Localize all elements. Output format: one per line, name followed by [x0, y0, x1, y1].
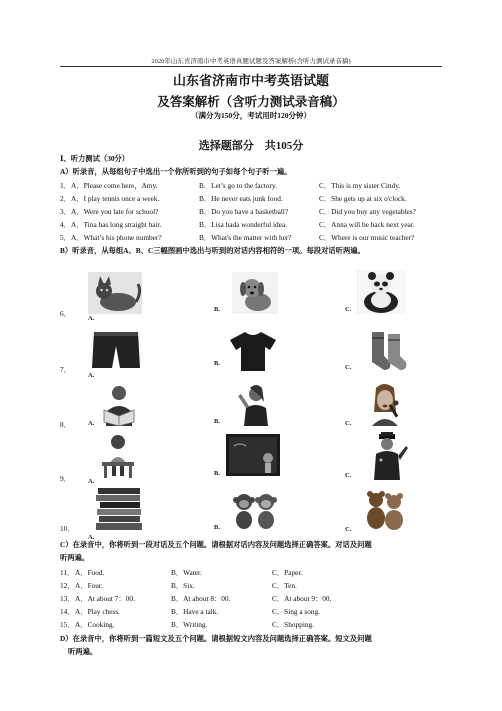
option-b: B．What's the matter with her?: [199, 233, 292, 242]
option-label: A.: [88, 315, 95, 322]
part1-heading: Ⅰ、听力测试（30分）: [60, 154, 130, 163]
question-number: 5．: [60, 233, 71, 242]
running-header: 2020年山东省济南市中考英语真题试题及答案解析(含听力测试录音稿): [151, 58, 351, 65]
option-b: B．Writing.: [171, 620, 208, 629]
woman-reading-picture: [96, 382, 142, 426]
panda-picture: [356, 270, 406, 314]
option-b: B．Let’s go to the factory.: [199, 181, 277, 190]
teddy-bears-picture: [360, 486, 410, 532]
option-a: A．Food.: [75, 568, 105, 577]
option-label: C.: [345, 306, 352, 313]
option-a: A．Cooking.: [75, 620, 115, 629]
question-number: 11．: [60, 568, 75, 577]
option-c: C．Sing a song.: [272, 607, 321, 616]
partC-instruction: C）在录音中，你将听到一段对话及五个问题。请根据对话内容及问题选择正确答案。对话及问题: [60, 540, 372, 549]
question-number: 9．: [60, 474, 71, 483]
option-a: A．What’s his phone number?: [71, 233, 162, 242]
option-label: C.: [345, 472, 352, 479]
shorts-picture: [90, 330, 142, 370]
question-number: 7．: [60, 365, 71, 374]
question-number: 10．: [60, 524, 75, 533]
option-label: B.: [214, 418, 220, 425]
option-a: A．Four.: [75, 581, 103, 590]
option-b: B．Do you have a basketball?: [199, 207, 289, 216]
woman-waving-picture: [232, 382, 274, 426]
option-a: A．At about 7：00.: [75, 594, 135, 603]
option-c: C．Shopping.: [272, 620, 314, 629]
question-number: 12．: [60, 581, 75, 590]
question-number: 13．: [60, 594, 75, 603]
question-number: 6．: [60, 309, 71, 318]
option-c: C．Ten.: [272, 581, 297, 590]
socks-picture: [366, 330, 412, 372]
partC-instruction-continued: 听两遍。: [60, 553, 90, 562]
dog-picture: [232, 272, 278, 314]
cat-picture: [88, 272, 142, 314]
question-number: 2．: [60, 194, 71, 203]
partA-instruction: A）听录音，从每组句子中选出一个你所听到的句子如每个句子听一遍。: [60, 167, 292, 176]
option-label: B.: [214, 306, 220, 313]
woman-singing-picture: [362, 382, 408, 426]
girl-sitting-picture: [98, 432, 138, 478]
question-number: 14．: [60, 607, 75, 616]
option-a: A．Play chess.: [75, 607, 120, 616]
option-c: C．This is my sister Cindy.: [319, 181, 401, 190]
question-number: 8．: [60, 420, 71, 429]
partD-instruction-continued: 听两遍。: [68, 647, 98, 656]
option-b: B．At about 8：00.: [171, 594, 231, 603]
option-a: A．Please come here，Amy.: [71, 181, 158, 190]
option-c: C．Anna will be back next year.: [319, 220, 415, 229]
question-number: 4．: [60, 220, 71, 229]
question-number: 1．: [60, 181, 71, 190]
option-label: A.: [88, 534, 95, 541]
option-label: A.: [88, 420, 95, 427]
option-b: B．Six.: [171, 581, 195, 590]
option-a: A．I play tennis once a week.: [71, 194, 160, 203]
option-label: C.: [345, 364, 352, 371]
option-label: A.: [88, 372, 95, 379]
option-b: B．Have a talk.: [171, 607, 219, 616]
document-subtitle: 及答案解析（含听力测试录音稿）: [157, 95, 345, 109]
option-a: A．Tina has long straight hair.: [71, 220, 162, 229]
option-c: C．Where is our music teacher?: [319, 233, 415, 242]
question-number: 15．: [60, 620, 75, 629]
partD-instruction: D）在录音中，你将听到一篇短文及五个问题。请根据短文内容及问题选择正确答案。短文及问题: [60, 634, 372, 643]
police-officer-picture: [366, 432, 408, 480]
tshirt-picture: [228, 330, 278, 372]
option-b: B．Lisa hada wonderful idea.: [199, 220, 287, 229]
option-a: A．Were you late for school?: [71, 207, 159, 216]
books-picture: [94, 486, 144, 532]
header-rule: [60, 66, 442, 67]
option-label: C.: [345, 420, 352, 427]
section-title: 选择题部分 共105分: [198, 140, 304, 152]
option-label: B.: [214, 360, 220, 367]
monkeys-picture: [230, 488, 280, 530]
option-label: C.: [345, 526, 352, 533]
document-title: 山东省济南市中考英语试题: [172, 73, 329, 88]
partB-instruction: B）听录音，从每组A、B、C三幅图画中选出与听到的对话内容相符的一项。每段对话听两遍。: [60, 246, 365, 255]
option-b: B．Water.: [171, 568, 202, 577]
exam-note: （满分为150分，考试用时120分钟）: [191, 111, 311, 120]
option-c: C．Paper.: [272, 568, 303, 577]
question-number: 3．: [60, 207, 71, 216]
option-c: C．She gets up at six o'clock.: [319, 194, 407, 203]
option-label: B.: [214, 524, 220, 531]
option-c: C．Did you buy any vegetables?: [319, 207, 416, 216]
option-label: B.: [214, 470, 220, 477]
option-b: B．He never eats junk food.: [199, 194, 283, 203]
option-label: A.: [88, 478, 95, 485]
option-c: C．At about 9：00.: [272, 594, 332, 603]
blackboard-picture: [226, 434, 280, 476]
